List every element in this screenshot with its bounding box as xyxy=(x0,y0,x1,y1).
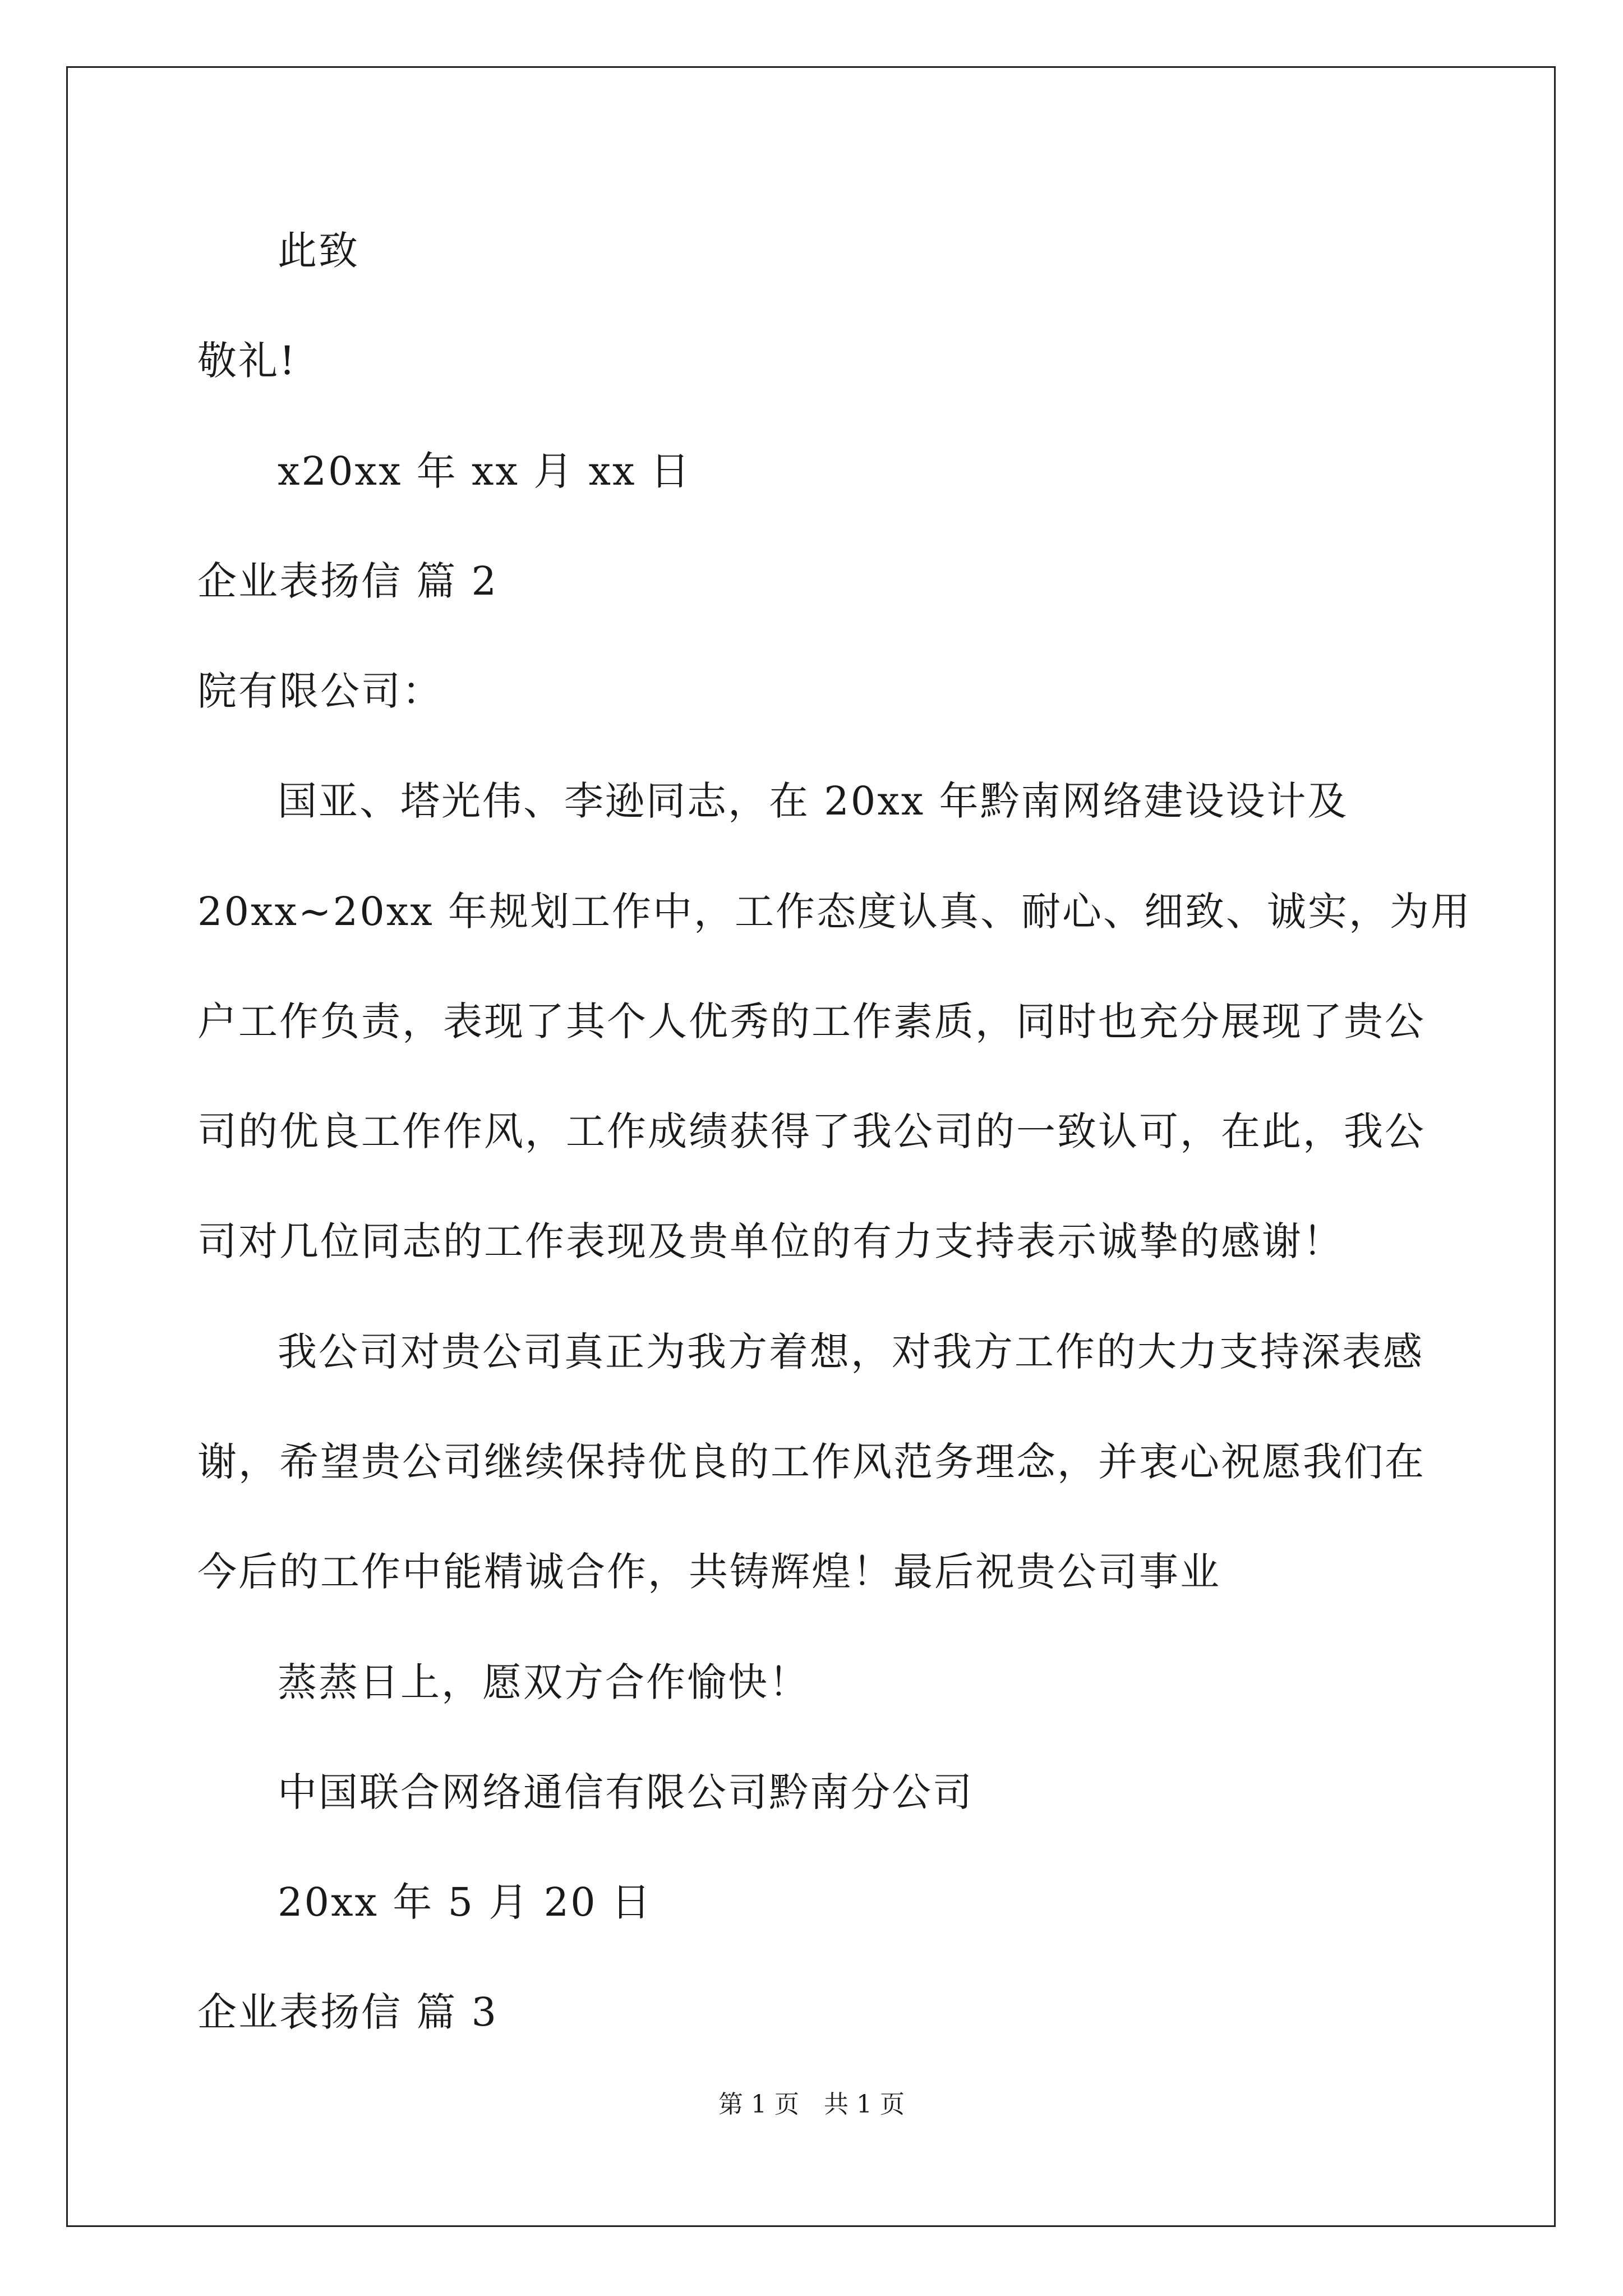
closing-salutation: 此致 xyxy=(278,228,359,274)
paragraph-line: 司的优良工作作风，工作成绩获得了我公司的一致认可，在此，我公 xyxy=(197,1108,1426,1154)
section-heading: 企业表扬信 篇 3 xyxy=(197,1989,499,2035)
recipient-line: 院有限公司： xyxy=(197,668,443,714)
page-number: 第 1 页 共 1 页 xyxy=(718,2090,905,2119)
paragraph-line: 20xx~20xx 年规划工作中，工作态度认真、耐心、细致、诚实，为用 xyxy=(197,889,1472,935)
paragraph-line: 我公司对贵公司真正为我方着想，对我方工作的大力支持深表感 xyxy=(278,1329,1424,1375)
signature-company: 中国联合网络通信有限公司黔南分公司 xyxy=(278,1769,974,1815)
paragraph-line: 户工作负责，表现了其个人优秀的工作素质，同时也充分展现了贵公 xyxy=(197,999,1426,1045)
paragraph-line: 蒸蒸日上，愿双方合作愉快！ xyxy=(278,1659,810,1705)
closing-regards: 敬礼! xyxy=(197,338,297,384)
section-heading: 企业表扬信 篇 2 xyxy=(197,558,499,604)
paragraph-line: 今后的工作中能精诚合作，共铸辉煌！最后祝贵公司事业 xyxy=(197,1549,1221,1595)
letter-date: x20xx 年 xx 月 xx 日 xyxy=(278,448,691,494)
signature-date: 20xx 年 5 月 20 日 xyxy=(278,1879,652,1925)
paragraph-line: 国亚、塔光伟、李逊同志，在 20xx 年黔南网络建设设计及 xyxy=(278,778,1349,824)
paragraph-line: 司对几位同志的工作表现及贵单位的有力支持表示诚挚的感谢！ xyxy=(197,1218,1344,1264)
paragraph-line: 谢，希望贵公司继续保持优良的工作风范务理念，并衷心祝愿我们在 xyxy=(197,1439,1426,1485)
